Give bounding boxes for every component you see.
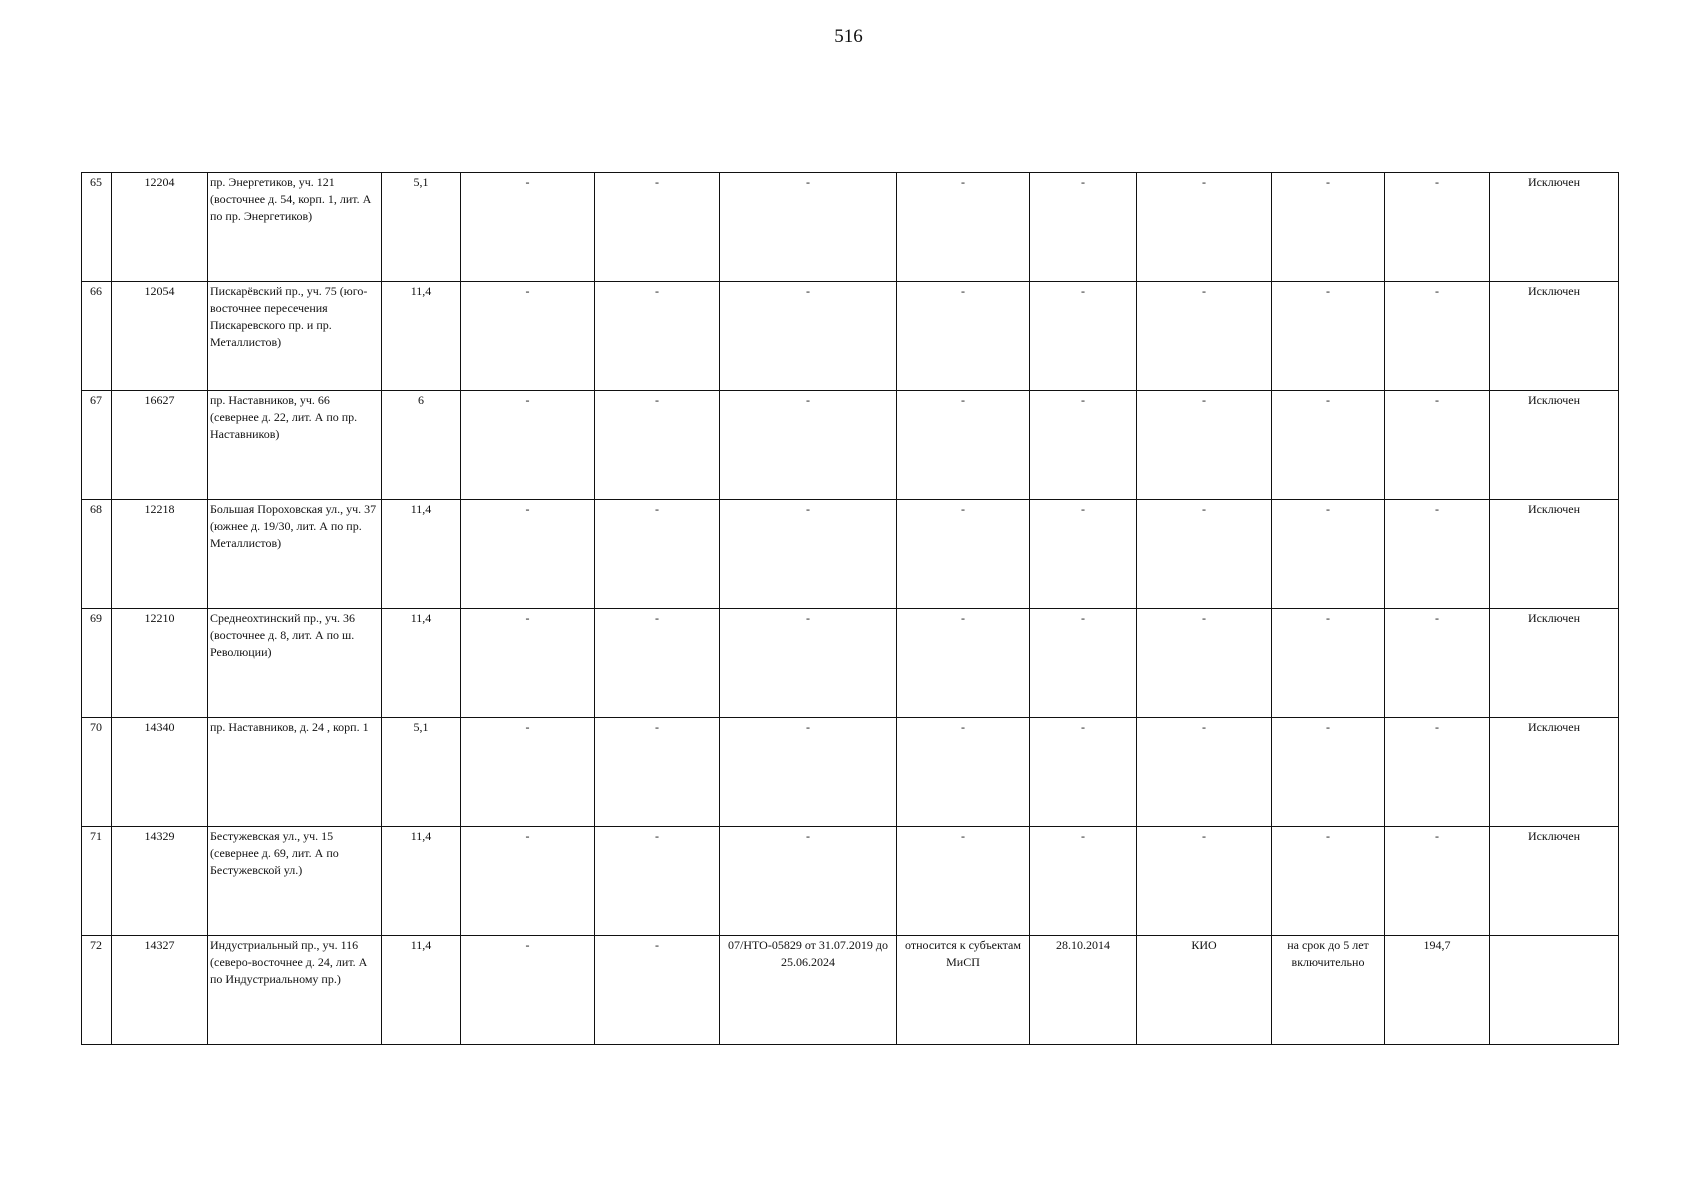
address-cell: Пискарёвский пр., уч. 75 (юго-восточнее пересечения Пискаревского пр. и пр. Металлистов) bbox=[208, 282, 382, 391]
column-6-cell: - bbox=[595, 391, 720, 500]
table-row bbox=[82, 827, 1619, 936]
status-cell: Исключен bbox=[1490, 391, 1619, 500]
subject-cell: относится к субъектам МиСП bbox=[897, 936, 1030, 1045]
address-cell: пр. Энергетиков, уч. 121 (восточнее д. 54, корп. 1, лит. А по пр. Энергетиков) bbox=[208, 173, 382, 282]
row-number-cell: 72 bbox=[82, 936, 112, 1045]
contract-cell: - bbox=[720, 827, 897, 936]
contract-cell: 07/НТО-05829 от 31.07.2019 до 25.06.2024 bbox=[720, 936, 897, 1045]
value-cell: - bbox=[1385, 718, 1490, 827]
status-cell: Исключен bbox=[1490, 500, 1619, 609]
term-cell: - bbox=[1272, 500, 1385, 609]
area-cell: 11,4 bbox=[382, 936, 461, 1045]
organization-cell: - bbox=[1137, 173, 1272, 282]
column-5-cell: - bbox=[461, 173, 595, 282]
organization-cell: - bbox=[1137, 391, 1272, 500]
table-row bbox=[82, 936, 1619, 1045]
subject-cell: - bbox=[897, 609, 1030, 718]
column-6-cell: - bbox=[595, 282, 720, 391]
term-cell: - bbox=[1272, 827, 1385, 936]
address-cell: Бестужевская ул., уч. 15 (севернее д. 69, лит. А по Бестужевской ул.) bbox=[208, 827, 382, 936]
date-cell: - bbox=[1030, 282, 1137, 391]
table-row bbox=[82, 500, 1619, 609]
date-cell: - bbox=[1030, 391, 1137, 500]
row-number-cell: 65 bbox=[82, 173, 112, 282]
value-cell: - bbox=[1385, 609, 1490, 718]
object-id-cell: 14329 bbox=[112, 827, 208, 936]
subject-cell: - bbox=[897, 500, 1030, 609]
date-cell: - bbox=[1030, 173, 1137, 282]
area-cell: 5,1 bbox=[382, 173, 461, 282]
table-row bbox=[82, 282, 1619, 391]
object-id-cell: 16627 bbox=[112, 391, 208, 500]
area-cell: 11,4 bbox=[382, 500, 461, 609]
subject-cell: - bbox=[897, 827, 1030, 936]
organization-cell: - bbox=[1137, 609, 1272, 718]
contract-cell: - bbox=[720, 718, 897, 827]
column-5-cell: - bbox=[461, 718, 595, 827]
contract-cell: - bbox=[720, 500, 897, 609]
table-body bbox=[82, 173, 1619, 1045]
contract-cell: - bbox=[720, 609, 897, 718]
registry-table bbox=[81, 172, 1619, 1045]
date-cell: - bbox=[1030, 718, 1137, 827]
term-cell: - bbox=[1272, 282, 1385, 391]
column-5-cell: - bbox=[461, 282, 595, 391]
term-cell: - bbox=[1272, 173, 1385, 282]
object-id-cell: 14327 bbox=[112, 936, 208, 1045]
area-cell: 6 bbox=[382, 391, 461, 500]
subject-cell: - bbox=[897, 173, 1030, 282]
address-cell: пр. Наставников, уч. 66 (севернее д. 22, лит. А по пр. Наставников) bbox=[208, 391, 382, 500]
object-id-cell: 14340 bbox=[112, 718, 208, 827]
row-number-cell: 66 bbox=[82, 282, 112, 391]
row-number-cell: 71 bbox=[82, 827, 112, 936]
column-5-cell: - bbox=[461, 827, 595, 936]
object-id-cell: 12218 bbox=[112, 500, 208, 609]
organization-cell: - bbox=[1137, 718, 1272, 827]
address-cell: Индустриальный пр., уч. 116 (северо-восточнее д. 24, лит. А по Индустриальному пр.) bbox=[208, 936, 382, 1045]
table-row bbox=[82, 391, 1619, 500]
organization-cell: - bbox=[1137, 827, 1272, 936]
term-cell: - bbox=[1272, 609, 1385, 718]
contract-cell: - bbox=[720, 173, 897, 282]
table-row bbox=[82, 718, 1619, 827]
value-cell: - bbox=[1385, 391, 1490, 500]
value-cell: - bbox=[1385, 500, 1490, 609]
value-cell: - bbox=[1385, 282, 1490, 391]
column-6-cell: - bbox=[595, 936, 720, 1045]
date-cell: 28.10.2014 bbox=[1030, 936, 1137, 1045]
status-cell: Исключен bbox=[1490, 718, 1619, 827]
value-cell: - bbox=[1385, 173, 1490, 282]
value-cell: - bbox=[1385, 827, 1490, 936]
table-row bbox=[82, 609, 1619, 718]
subject-cell: - bbox=[897, 391, 1030, 500]
area-cell: 11,4 bbox=[382, 282, 461, 391]
column-6-cell: - bbox=[595, 173, 720, 282]
row-number-cell: 70 bbox=[82, 718, 112, 827]
subject-cell: - bbox=[897, 718, 1030, 827]
column-6-cell: - bbox=[595, 609, 720, 718]
status-cell: Исключен bbox=[1490, 282, 1619, 391]
address-cell: пр. Наставников, д. 24 , корп. 1 bbox=[208, 718, 382, 827]
status-cell: Исключен bbox=[1490, 609, 1619, 718]
value-cell: 194,7 bbox=[1385, 936, 1490, 1045]
object-id-cell: 12054 bbox=[112, 282, 208, 391]
column-5-cell: - bbox=[461, 391, 595, 500]
area-cell: 11,4 bbox=[382, 827, 461, 936]
page-number: 516 bbox=[834, 26, 863, 47]
area-cell: 5,1 bbox=[382, 718, 461, 827]
subject-cell: - bbox=[897, 282, 1030, 391]
table-row bbox=[82, 173, 1619, 282]
status-cell bbox=[1490, 936, 1619, 1045]
address-cell: Большая Пороховская ул., уч. 37 (южнее д. 19/30, лит. А по пр. Металлистов) bbox=[208, 500, 382, 609]
contract-cell: - bbox=[720, 282, 897, 391]
column-5-cell: - bbox=[461, 500, 595, 609]
column-6-cell: - bbox=[595, 500, 720, 609]
row-number-cell: 69 bbox=[82, 609, 112, 718]
contract-cell: - bbox=[720, 391, 897, 500]
object-id-cell: 12204 bbox=[112, 173, 208, 282]
organization-cell: - bbox=[1137, 500, 1272, 609]
address-cell: Среднеохтинский пр., уч. 36 (восточнее д. 8, лит. А по ш. Революции) bbox=[208, 609, 382, 718]
area-cell: 11,4 bbox=[382, 609, 461, 718]
object-id-cell: 12210 bbox=[112, 609, 208, 718]
organization-cell: КИО bbox=[1137, 936, 1272, 1045]
date-cell: - bbox=[1030, 500, 1137, 609]
term-cell: - bbox=[1272, 718, 1385, 827]
status-cell: Исключен bbox=[1490, 173, 1619, 282]
row-number-cell: 68 bbox=[82, 500, 112, 609]
date-cell: - bbox=[1030, 827, 1137, 936]
status-cell: Исключен bbox=[1490, 827, 1619, 936]
term-cell: на срок до 5 лет включительно bbox=[1272, 936, 1385, 1045]
column-5-cell: - bbox=[461, 936, 595, 1045]
column-5-cell: - bbox=[461, 609, 595, 718]
date-cell: - bbox=[1030, 609, 1137, 718]
organization-cell: - bbox=[1137, 282, 1272, 391]
row-number-cell: 67 bbox=[82, 391, 112, 500]
column-6-cell: - bbox=[595, 827, 720, 936]
column-6-cell: - bbox=[595, 718, 720, 827]
term-cell: - bbox=[1272, 391, 1385, 500]
